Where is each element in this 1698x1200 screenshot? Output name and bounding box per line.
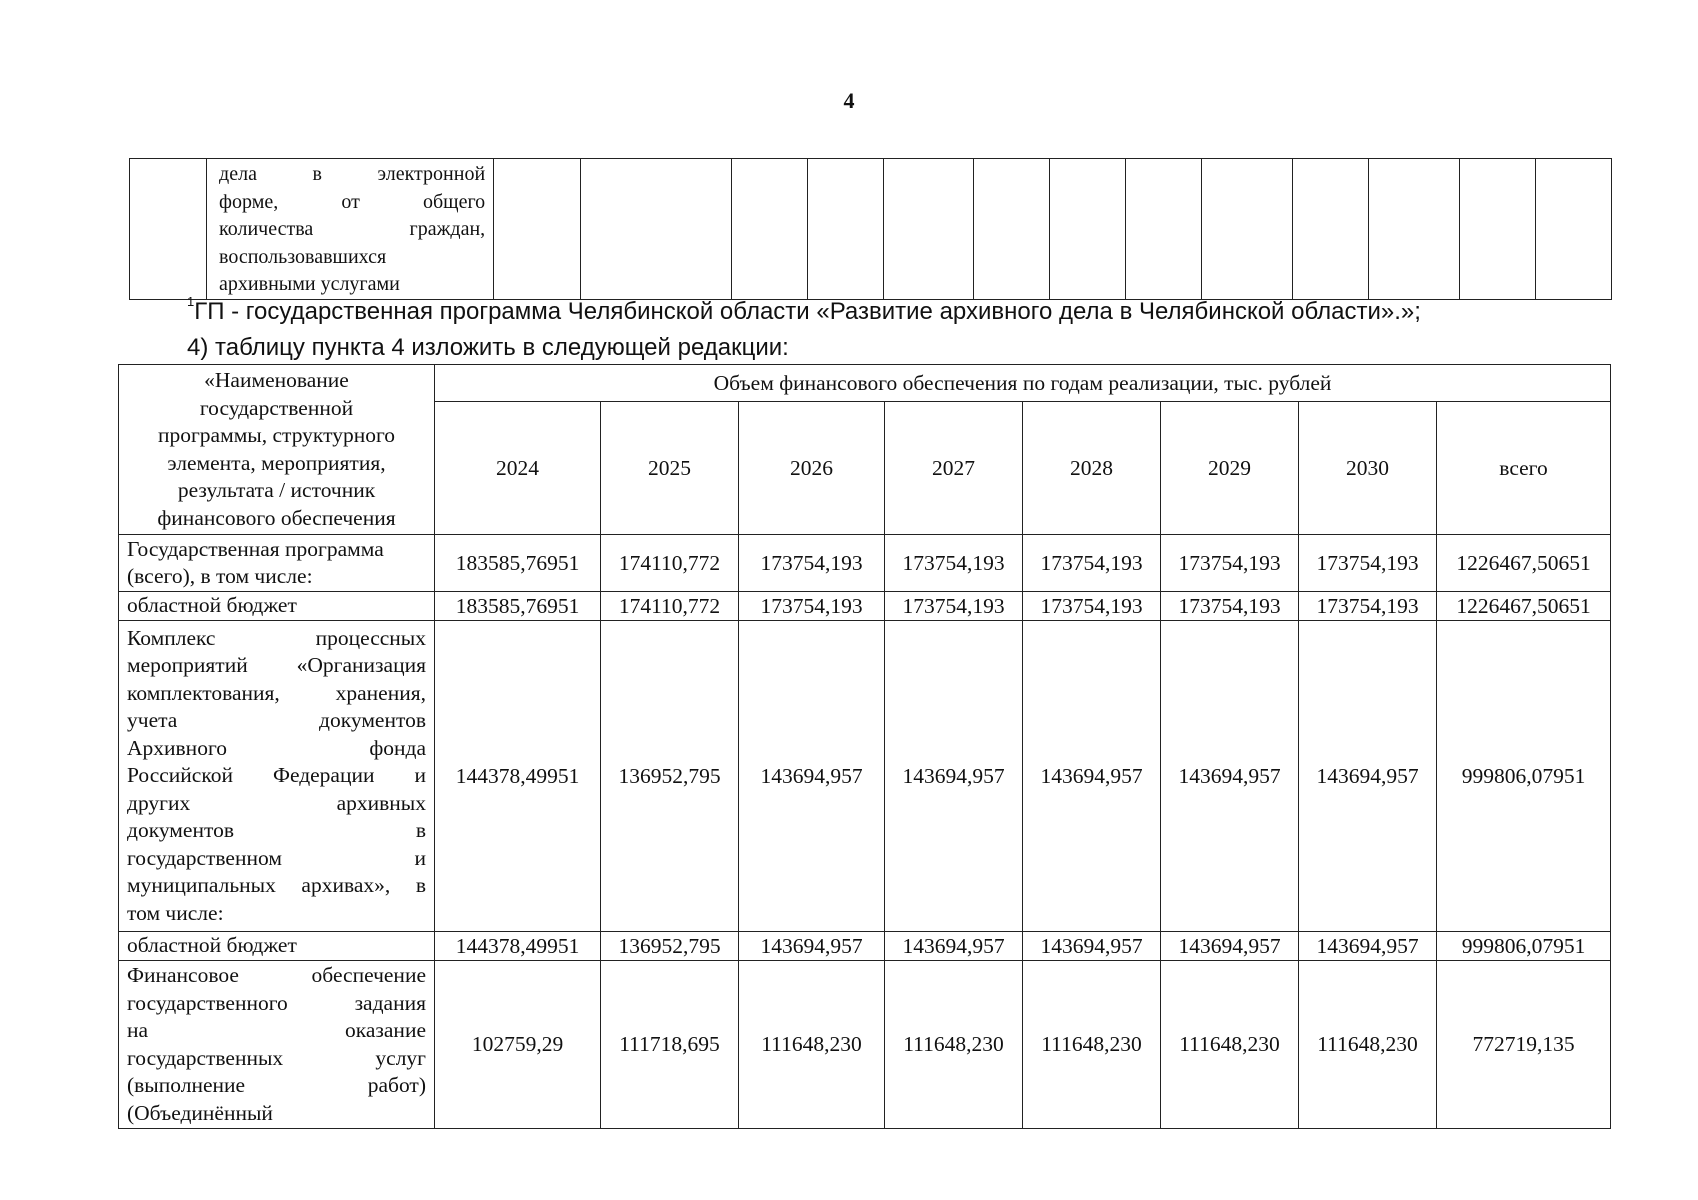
value-cell: 173754,193 <box>1299 535 1437 592</box>
name-line: государственных услуг <box>127 1045 426 1070</box>
name-line: областной бюджет <box>127 593 297 618</box>
value-cell: 143694,957 <box>885 621 1023 932</box>
value-cell: 143694,957 <box>739 621 885 932</box>
total-cell: 999806,07951 <box>1437 621 1611 932</box>
row-name <box>119 592 435 621</box>
empty-cell <box>1535 159 1611 300</box>
value-cell: 143694,957 <box>1023 932 1161 961</box>
text-line: архивными услугами <box>219 273 400 295</box>
header-line: результата / источник <box>177 478 376 502</box>
value-cell: 111648,230 <box>1299 961 1437 1129</box>
empty-cell <box>1369 159 1460 300</box>
footnote-text: ГП - государственная программа Челябинской области «Развитие архивного дела в Челябинской области».»; <box>194 298 1421 325</box>
value-cell: 111648,230 <box>1161 961 1299 1129</box>
table-row <box>119 592 1611 621</box>
name-line: областной бюджет <box>127 933 297 958</box>
table-row <box>119 932 1611 961</box>
row-name <box>119 535 435 592</box>
empty-cell <box>1202 159 1293 300</box>
value-cell: 143694,957 <box>1299 932 1437 961</box>
value-cell: 144378,49951 <box>435 932 601 961</box>
year-header: 2026 <box>739 402 885 535</box>
header-line: финансового обеспечения <box>157 505 396 530</box>
empty-cell <box>1126 159 1202 300</box>
group-header: Объем финансового обеспечения по годам реализации, тыс. рублей <box>435 365 1611 402</box>
value-cell: 173754,193 <box>1023 535 1161 592</box>
year-header: 2028 <box>1023 402 1161 535</box>
name-line: государственном и <box>127 845 426 870</box>
row-name <box>119 932 435 961</box>
total-cell: 1226467,50651 <box>1437 592 1611 621</box>
row-name <box>119 961 435 1129</box>
total-header: всего <box>1437 402 1611 535</box>
header-line: «Наименование <box>204 368 349 392</box>
table-row <box>119 961 1611 1129</box>
empty-cell <box>130 159 207 300</box>
empty-cell <box>974 159 1050 300</box>
name-line: Финансовое обеспечение <box>127 963 426 987</box>
value-cell: 111718,695 <box>601 961 739 1129</box>
value-cell: 143694,957 <box>885 932 1023 961</box>
value-cell: 183585,76951 <box>435 535 601 592</box>
indicator-name-cell <box>207 159 494 300</box>
empty-cell <box>580 159 731 300</box>
year-header: 2029 <box>1161 402 1299 535</box>
name-line: (Объединённый <box>127 1100 273 1125</box>
name-line: комплектования, хранения, <box>127 680 426 705</box>
page-number: 4 <box>843 88 855 113</box>
year-header: 2025 <box>601 402 739 535</box>
name-line: других архивных <box>127 790 426 815</box>
text-line: форме, от общего <box>219 190 486 213</box>
row-name <box>119 621 435 932</box>
value-cell: 174110,772 <box>601 592 739 621</box>
value-cell: 143694,957 <box>1161 932 1299 961</box>
empty-cell <box>883 159 974 300</box>
value-cell: 143694,957 <box>1023 621 1161 932</box>
value-cell: 173754,193 <box>739 592 885 621</box>
name-line: (выполнение работ) <box>127 1073 426 1097</box>
text-line: дела в электронной <box>219 163 486 185</box>
header-line: программы, структурного <box>157 423 395 447</box>
financing-table <box>118 364 1611 1129</box>
name-line: том числе: <box>127 900 224 925</box>
value-cell: 111648,230 <box>885 961 1023 1129</box>
empty-cell <box>1459 159 1535 300</box>
name-line: Российской Федерации и <box>127 763 426 788</box>
empty-cell <box>807 159 883 300</box>
name-line: на оказание <box>127 1018 426 1042</box>
value-cell: 173754,193 <box>885 535 1023 592</box>
name-line: Архивного фонда <box>127 735 426 760</box>
value-cell: 144378,49951 <box>435 621 601 932</box>
value-cell: 173754,193 <box>885 592 1023 621</box>
value-cell: 173754,193 <box>739 535 885 592</box>
value-cell: 174110,772 <box>601 535 739 592</box>
value-cell: 143694,957 <box>1161 621 1299 932</box>
name-line: государственного задания <box>127 990 426 1015</box>
header-line: государственной <box>199 395 354 420</box>
total-cell: 772719,135 <box>1437 961 1611 1129</box>
text-line: воспользовавшихся <box>219 245 387 268</box>
empty-cell <box>494 159 581 300</box>
empty-cell <box>1050 159 1126 300</box>
value-cell: 136952,795 <box>601 932 739 961</box>
value-cell: 136952,795 <box>601 621 739 932</box>
total-cell: 999806,07951 <box>1437 932 1611 961</box>
empty-cell <box>731 159 807 300</box>
name-line: Комплекс процессных <box>127 625 426 650</box>
value-cell: 173754,193 <box>1023 592 1161 621</box>
name-line: Государственная программа <box>127 536 384 561</box>
value-cell: 111648,230 <box>1023 961 1161 1129</box>
empty-cell <box>1293 159 1369 300</box>
name-line: (всего), в том числе: <box>127 564 313 588</box>
value-cell: 111648,230 <box>739 961 885 1129</box>
name-line: документов в <box>127 818 426 843</box>
name-line: учета документов <box>127 708 426 733</box>
table-row <box>119 621 1611 932</box>
value-cell: 173754,193 <box>1161 535 1299 592</box>
name-line: муниципальных архивах», в <box>127 873 426 898</box>
footnote <box>187 294 1421 326</box>
value-cell: 143694,957 <box>739 932 885 961</box>
footnote-marker: 1 <box>187 294 195 309</box>
value-cell: 173754,193 <box>1161 592 1299 621</box>
table-row <box>119 535 1611 592</box>
instruction-text: 4) таблицу пункта 4 изложить в следующей редакции: <box>187 334 789 361</box>
value-cell: 102759,29 <box>435 961 601 1129</box>
value-cell: 173754,193 <box>1299 592 1437 621</box>
total-cell: 1226467,50651 <box>1437 535 1611 592</box>
name-line: мероприятий «Организация <box>127 653 426 678</box>
header-line: элемента, мероприятия, <box>167 450 386 475</box>
year-header: 2024 <box>435 402 601 535</box>
year-header: 2027 <box>885 402 1023 535</box>
year-header: 2030 <box>1299 402 1437 535</box>
continued-table <box>129 158 1612 300</box>
text-line: количества граждан, <box>219 218 486 240</box>
name-column-header <box>119 365 435 535</box>
value-cell: 183585,76951 <box>435 592 601 621</box>
value-cell: 143694,957 <box>1299 621 1437 932</box>
